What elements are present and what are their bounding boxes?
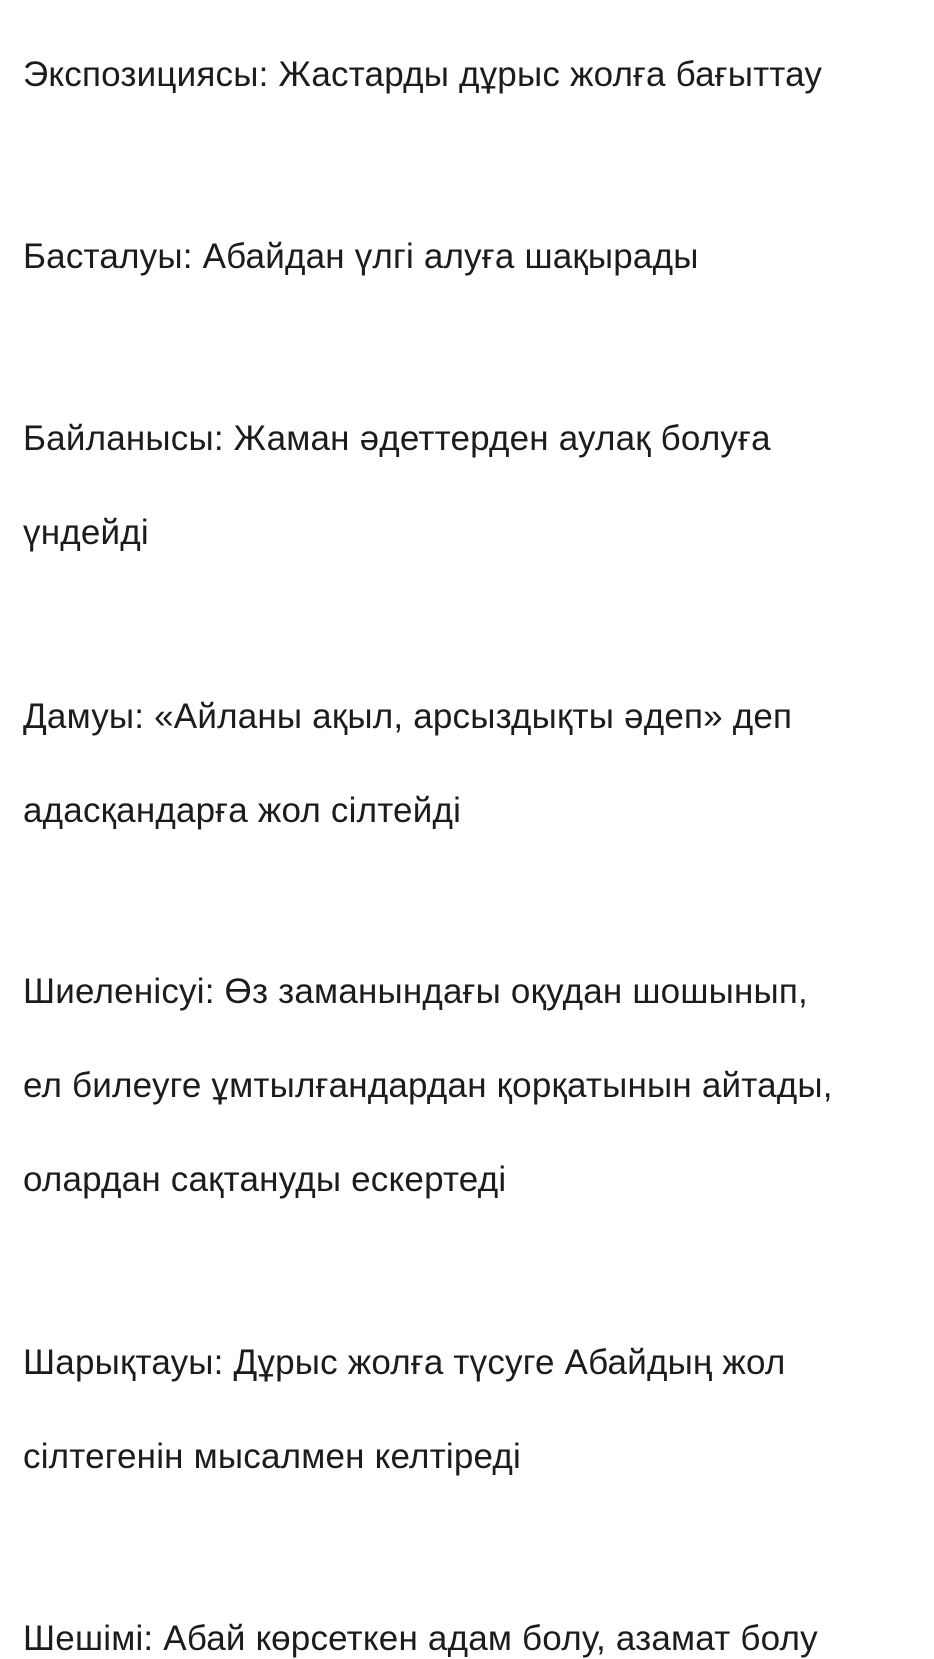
text-line-complication: Шиеленісуі: Өз заманындағы оқудан шошынып, bbox=[23, 972, 808, 1011]
text-line-connection-cont: үндейді bbox=[23, 513, 149, 552]
text-line-complication-cont-1: ел билеуге ұмтылғандардан қорқатынын айтады, bbox=[23, 1066, 833, 1105]
text-line-development-cont: адасқандарға жол сілтейді bbox=[23, 791, 462, 830]
text-line-development: Дамуы: «Айланы ақыл, арсыздықты әдеп» деп bbox=[23, 697, 793, 736]
text-line-connection: Байланысы: Жаман әдеттерден аулақ болуға bbox=[23, 419, 771, 458]
text-line-resolution: Шешімі: Абай көрсеткен адам болу, азамат болу bbox=[23, 1619, 818, 1658]
text-line-complication-cont-2: олардан сақтануды ескертеді bbox=[23, 1160, 507, 1199]
text-line-climax-cont: сілтегенін мысалмен келтіреді bbox=[23, 1437, 522, 1476]
text-line-exposition: Экспозициясы: Жастарды дұрыс жолға бағыттау bbox=[23, 55, 823, 94]
text-line-climax: Шарықтауы: Дұрыс жолға түсуге Абайдың жол bbox=[23, 1343, 786, 1382]
text-line-beginning: Басталуы: Абайдан үлгі алуға шақырады bbox=[23, 237, 699, 276]
